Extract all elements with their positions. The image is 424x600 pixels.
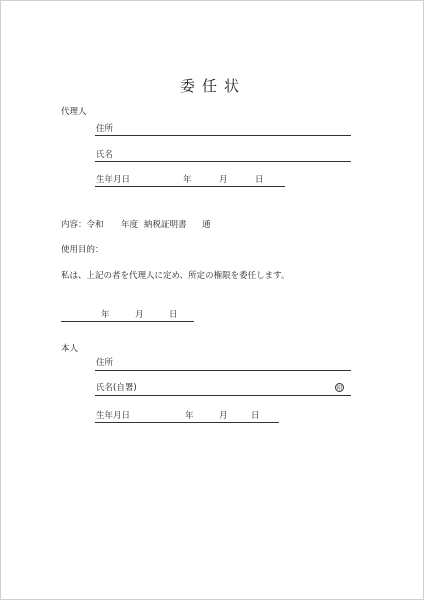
fiscal-year-label: 年度	[121, 220, 139, 230]
agent-name-label: 氏名	[96, 150, 114, 160]
details-prefix: 内容：令和	[61, 220, 104, 230]
agent-address-line[interactable]	[95, 135, 351, 136]
seal-mark-icon: 印	[336, 385, 343, 392]
date-month-unit: 月	[135, 310, 144, 320]
principal-address-line[interactable]	[95, 370, 351, 371]
agent-dob-line[interactable]	[95, 186, 285, 187]
agent-name-line[interactable]	[95, 161, 351, 162]
principal-dob-year-unit: 年	[185, 411, 194, 421]
principal-heading: 本人	[61, 344, 79, 354]
agent-heading: 代理人	[61, 107, 87, 117]
date-year-unit: 年	[101, 310, 110, 320]
date-day-unit: 日	[169, 310, 178, 320]
purpose-label: 使用目的：	[61, 245, 104, 255]
agent-address-label: 住所	[96, 124, 114, 134]
copies-unit: 通	[202, 220, 211, 230]
principal-dob-line[interactable]	[95, 422, 279, 423]
principal-name-line[interactable]	[95, 395, 351, 396]
date-line[interactable]	[61, 321, 194, 322]
document-title: 委任状	[179, 77, 246, 95]
principal-address-label: 住所	[96, 358, 114, 368]
agent-dob-month-unit: 月	[219, 175, 228, 185]
certificate-label: 納税証明書	[144, 220, 187, 230]
principal-name-label: 氏名(自署)	[96, 383, 137, 393]
principal-dob-month-unit: 月	[219, 411, 228, 421]
principal-dob-label: 生年月日	[96, 411, 131, 421]
agent-dob-year-unit: 年	[183, 175, 192, 185]
delegation-statement: 私は、上記の者を代理人に定め、所定の権限を委任します。	[61, 271, 290, 281]
agent-dob-label: 生年月日	[96, 175, 131, 185]
principal-dob-day-unit: 日	[251, 411, 260, 421]
agent-dob-day-unit: 日	[255, 175, 264, 185]
